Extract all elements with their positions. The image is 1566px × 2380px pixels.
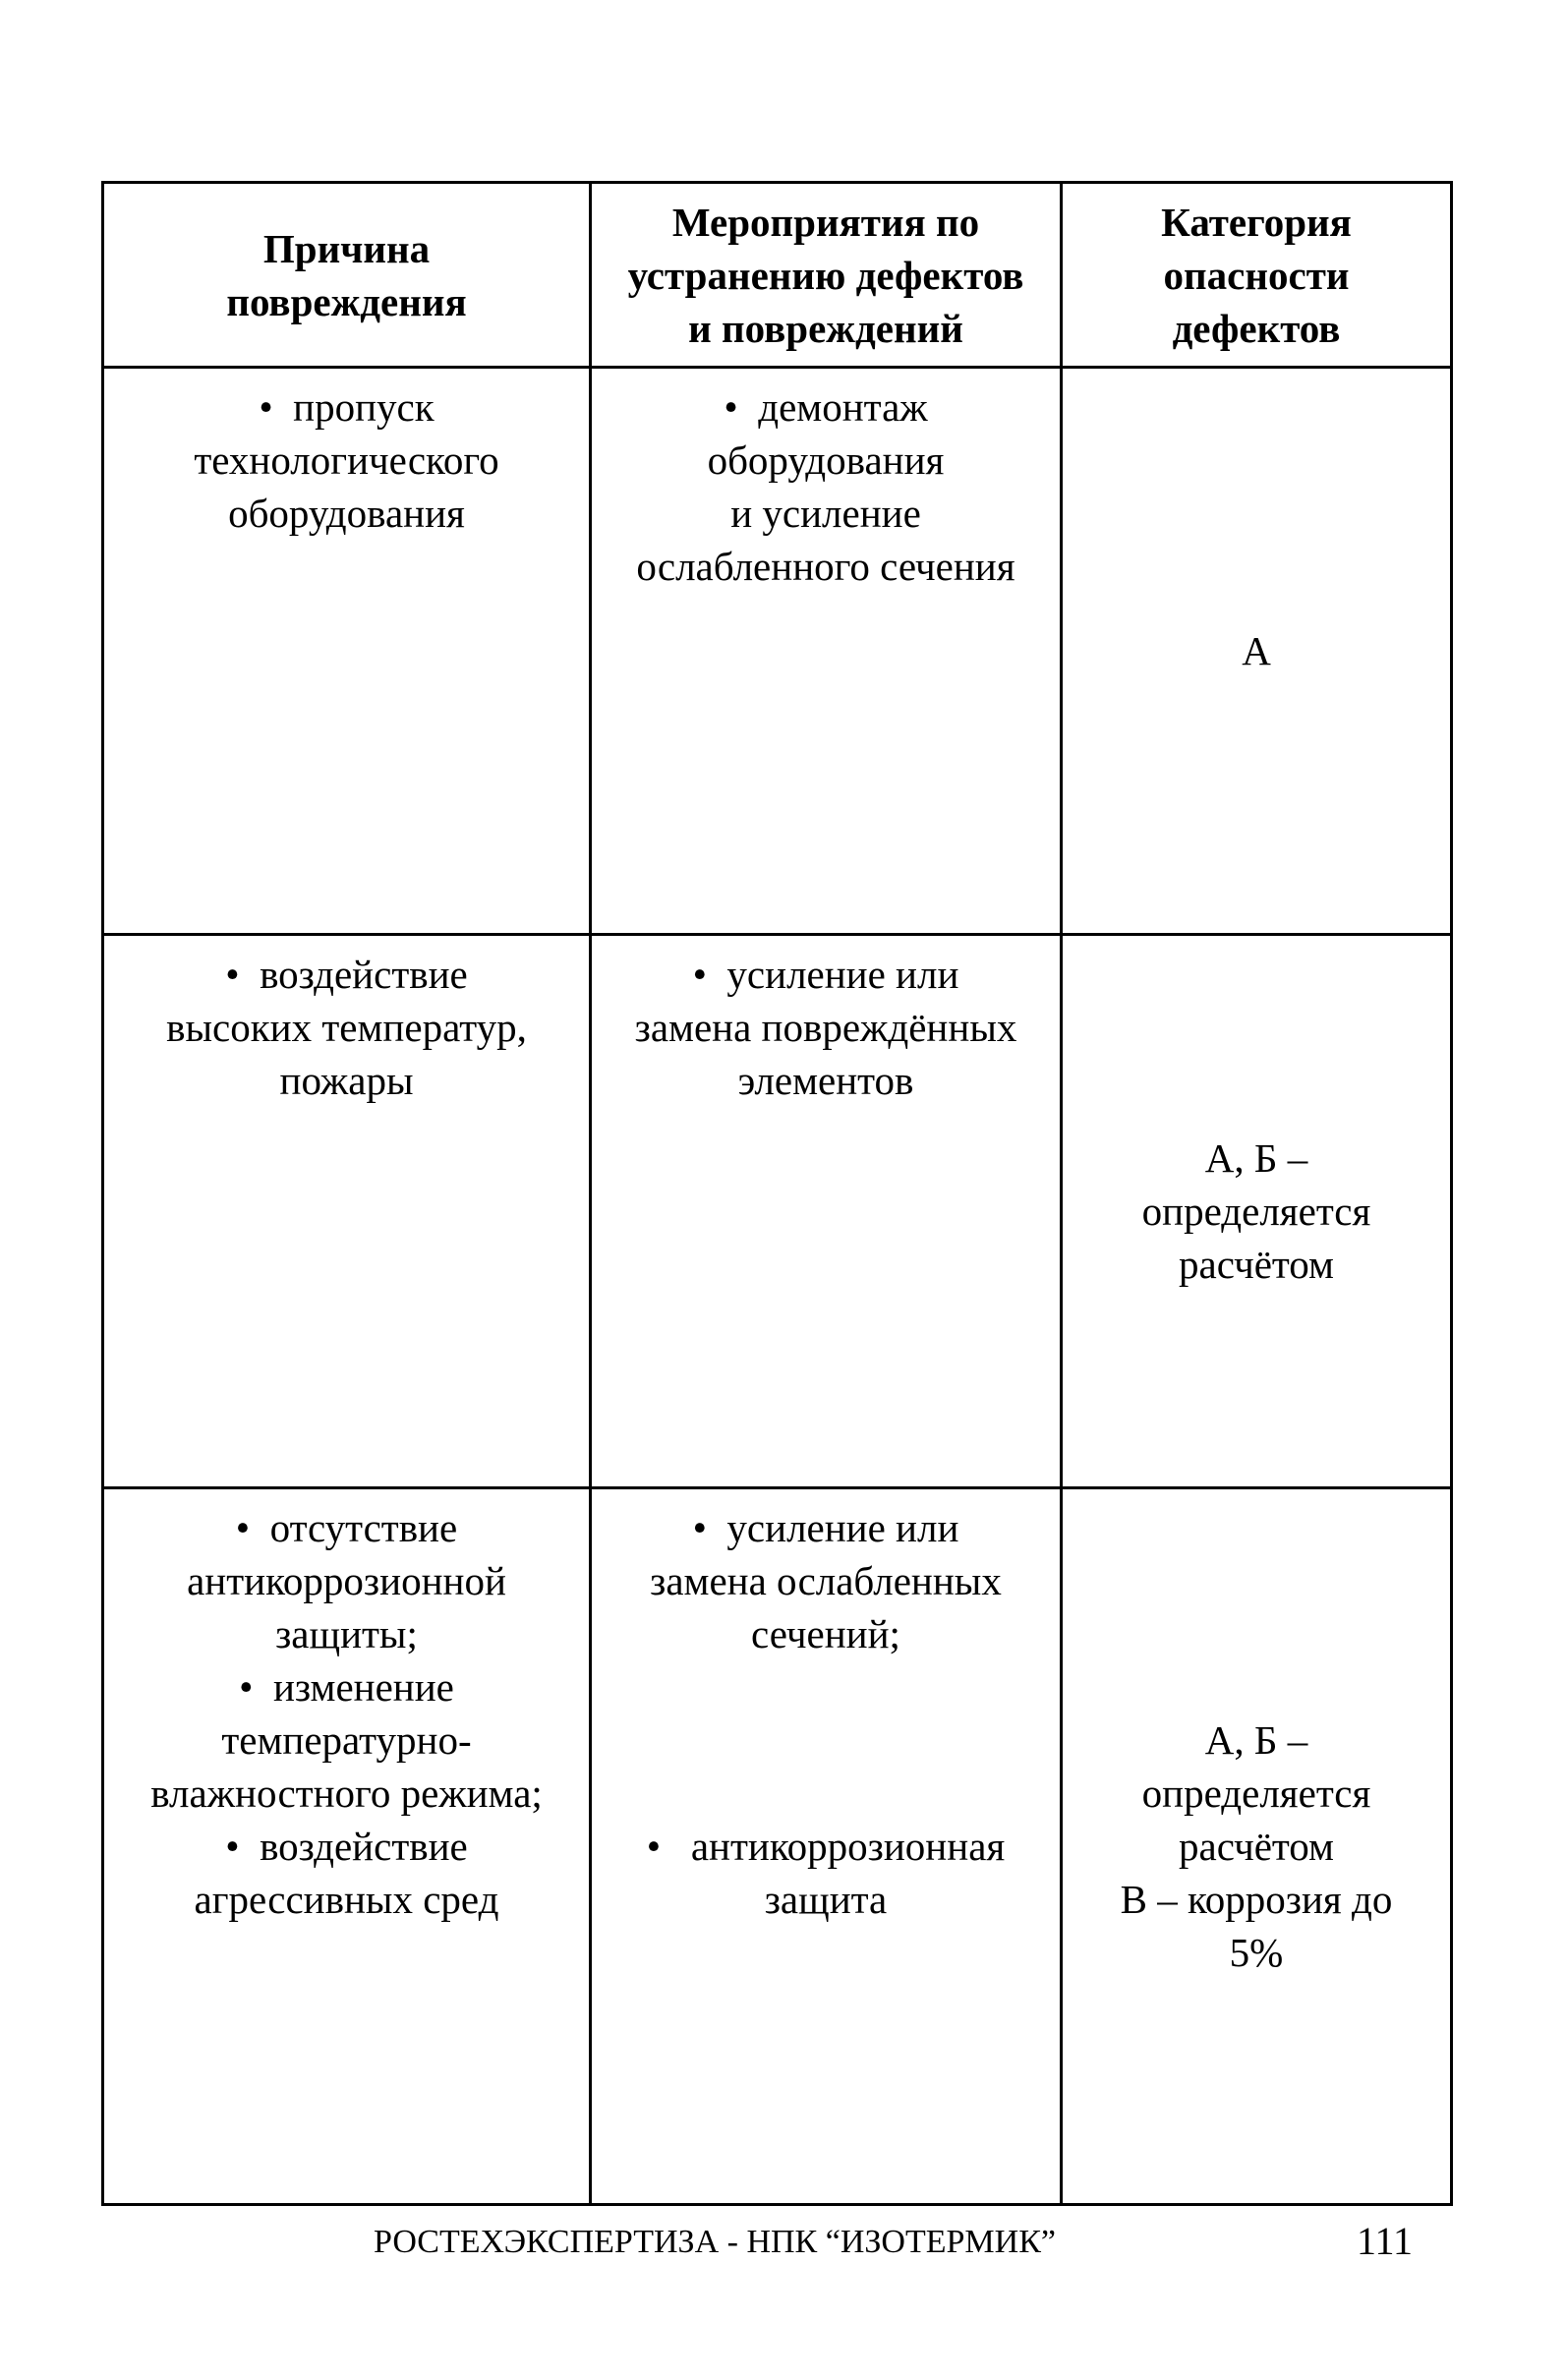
page-footer: РОСТЕХЭКСПЕРТИЗА - НПК “ИЗОТЕРМИК” <box>374 2224 1056 2260</box>
page-number: 111 <box>1357 2219 1414 2263</box>
measures-line: • усиление или <box>692 1505 959 1550</box>
header-cause <box>104 184 589 366</box>
header-line: Мероприятия по <box>671 199 980 245</box>
category-line: определяется <box>1141 1770 1371 1816</box>
cause-line: оборудования <box>228 491 465 536</box>
measures-cell <box>592 1489 1060 2203</box>
category-line: А, Б – <box>1204 1717 1308 1763</box>
category-line: 5% <box>1229 1930 1284 1975</box>
cause-line: • отсутствие <box>235 1505 458 1550</box>
header-measures <box>592 184 1060 366</box>
measures-line: • демонтаж <box>724 384 928 430</box>
cause-cell <box>104 936 589 1486</box>
measures-line: • антикоррозионная <box>646 1824 1006 1869</box>
cause-line: пожары <box>279 1058 414 1103</box>
category-line: А <box>1242 628 1271 673</box>
measures-line: замена ослабленных <box>650 1558 1002 1603</box>
measures-line: защита <box>764 1877 888 1922</box>
header-line: Причина <box>262 225 431 271</box>
cause-line: • воздействие <box>225 1824 468 1869</box>
cause-cell <box>104 369 589 933</box>
measures-line: ослабленного сечения <box>636 544 1015 589</box>
measures-line: и усиление <box>730 491 921 536</box>
measures-cell <box>592 936 1060 1486</box>
measures-line: сечений; <box>751 1611 900 1656</box>
category-line: А, Б – <box>1204 1135 1308 1181</box>
cause-line: • пропуск <box>259 384 435 430</box>
defects-table <box>101 181 1453 2206</box>
header-line: устранению дефектов <box>627 252 1024 298</box>
category-line: расчётом <box>1179 1242 1334 1287</box>
cause-cell <box>104 1489 589 2203</box>
header-line: Категория <box>1161 199 1352 245</box>
cause-line: • изменение <box>239 1664 454 1710</box>
spacer <box>592 1660 1060 1820</box>
cause-line: • воздействие <box>225 952 468 997</box>
category-cell <box>1063 1489 1450 2203</box>
header-category <box>1063 184 1450 366</box>
header-line: дефектов <box>1172 305 1341 351</box>
cause-line: технологического <box>194 437 499 483</box>
measures-line: оборудования <box>707 437 945 483</box>
header-line: и повреждений <box>688 305 963 351</box>
category-cell <box>1063 936 1450 1486</box>
header-line: повреждения <box>226 278 467 324</box>
category-line: расчётом <box>1179 1824 1334 1869</box>
cause-line: защиты; <box>275 1611 418 1656</box>
category-line: В – коррозия до <box>1120 1877 1393 1922</box>
measures-line: элементов <box>737 1058 914 1103</box>
category-line: определяется <box>1141 1189 1371 1234</box>
cause-line: влажностного режима; <box>150 1770 543 1816</box>
category-cell <box>1063 369 1450 933</box>
measures-line: замена повреждённых <box>634 1005 1017 1050</box>
cause-line: высоких температур, <box>166 1005 527 1050</box>
measures-cell <box>592 369 1060 933</box>
cause-line: агрессивных сред <box>194 1877 499 1922</box>
cause-line: антикоррозионной <box>187 1558 506 1603</box>
header-line: опасности <box>1163 252 1350 298</box>
measures-line: • усиление или <box>692 952 959 997</box>
cause-line: температурно- <box>221 1717 472 1763</box>
